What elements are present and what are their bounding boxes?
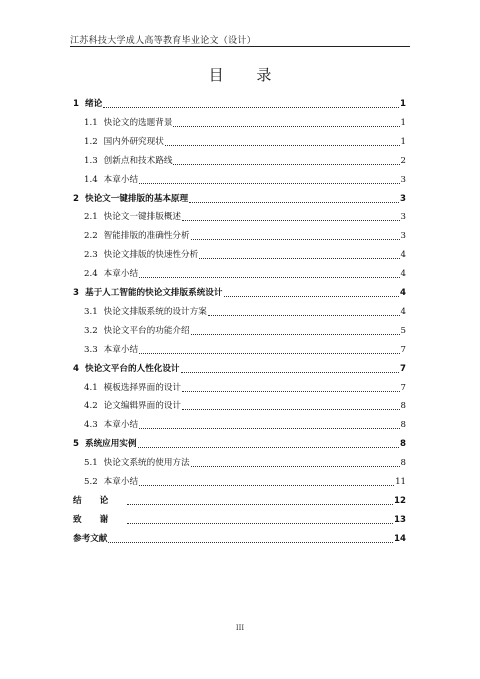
toc-entry[interactable] (73, 287, 406, 299)
toc-entry-page: 8 (400, 458, 406, 469)
dot-leader (173, 126, 399, 127)
toc-entry-label: 快论文排版的快速性分析 (103, 250, 199, 261)
toc-entry[interactable] (84, 325, 406, 337)
toc-entry-number: 1.1 (84, 117, 98, 128)
toc-entry-number: 3.3 (84, 344, 98, 355)
toc-entry-page: 14 (394, 533, 406, 544)
page-number: III (235, 624, 245, 632)
toc-entry-label: 本章小结 (103, 477, 139, 487)
toc-entry-label: 本章小结 (103, 174, 139, 185)
toc-entry-page: 4 (400, 250, 406, 261)
dot-leader (199, 258, 399, 259)
toc-entry-label: 快论文一键排版的基本原理 (84, 193, 189, 204)
toc-entry-page: 1 (400, 136, 406, 147)
toc-entry-page: 3 (400, 231, 406, 242)
toc-entry-number: 2.1 (84, 212, 98, 223)
toc-entry-number: 4 (73, 363, 79, 374)
toc-entry-label: 智能排版的准确性分析 (103, 231, 190, 242)
toc-entry-number: 4.1 (84, 382, 98, 393)
dot-leader (103, 107, 399, 108)
toc-entry-number: 1 (73, 99, 79, 109)
toc-entry-page: 8 (400, 439, 406, 450)
toc-entry[interactable] (84, 174, 406, 186)
dot-leader (224, 296, 400, 297)
toc-entry[interactable] (73, 533, 406, 545)
toc-entry-page: 13 (394, 514, 406, 525)
toc-entry-number: 2.2 (84, 231, 98, 242)
dot-leader (182, 409, 400, 410)
toc-entry-number: 5.2 (84, 477, 98, 487)
toc-entry-label: 致谢 (73, 514, 127, 525)
toc-entry-page: 3 (400, 193, 406, 204)
toc-entry-label: 模板选择界面的设计 (103, 382, 182, 393)
toc-entry-page: 4 (400, 306, 406, 317)
dot-leader (127, 523, 393, 524)
dot-leader (139, 428, 399, 429)
toc-entry-page: 8 (400, 420, 406, 431)
toc-entry[interactable] (73, 193, 406, 205)
toc-entry[interactable] (84, 400, 406, 412)
toc-entry-number: 3 (73, 288, 79, 298)
toc-title: 目 录 (208, 66, 286, 84)
header-rule (70, 46, 410, 47)
toc-entry-label: 本章小结 (103, 269, 139, 280)
toc-entry-page: 4 (400, 269, 406, 280)
toc-entry-label: 快论文排版系统的设计方案 (103, 306, 207, 317)
toc-entry-page: 7 (400, 344, 406, 355)
toc-entry-number: 1.2 (84, 136, 98, 147)
running-header: 江苏科技大学成人高等教育毕业论文（设计） (70, 36, 257, 46)
toc-entry-label: 本章小结 (103, 344, 139, 355)
dot-leader (139, 485, 394, 486)
toc-entry-number: 1.4 (84, 174, 98, 185)
toc-entry[interactable] (84, 344, 406, 356)
dot-leader (165, 145, 400, 146)
toc-entry[interactable] (73, 514, 406, 526)
toc-entry[interactable] (84, 211, 406, 223)
toc-entry-page: 1 (400, 99, 406, 109)
dot-leader (208, 315, 400, 316)
dot-leader (139, 183, 399, 184)
toc-entry-label: 系统应用实例 (84, 439, 137, 450)
toc-entry-label: 创新点和技术路线 (103, 155, 173, 166)
toc-entry[interactable] (84, 249, 406, 261)
toc-entry-label: 快论文系统的使用方法 (103, 458, 190, 469)
dot-leader (139, 277, 399, 278)
toc-entry-page: 5 (400, 325, 406, 336)
toc-entry-number: 5.1 (84, 458, 98, 469)
toc-entry-label: 快论文一键排版概述 (103, 212, 182, 223)
toc-entry-page: 8 (400, 401, 406, 412)
dot-leader (191, 239, 400, 240)
dot-leader (182, 220, 400, 221)
toc-entry-page: 3 (400, 174, 406, 185)
toc-entry-page: 12 (394, 495, 406, 506)
dot-leader (138, 447, 399, 448)
toc-entry-number: 4.3 (84, 420, 98, 431)
toc-entry[interactable] (84, 382, 406, 394)
toc-entry-label: 参考文献 (73, 533, 108, 544)
toc-entry[interactable] (84, 155, 406, 167)
toc-entry-page: 7 (400, 382, 406, 393)
toc-entry[interactable] (84, 306, 406, 318)
toc-entry-label: 基于人工智能的快论文排版系统设计 (84, 288, 223, 298)
toc-entry-label: 国内外研究现状 (103, 136, 164, 147)
toc-entry[interactable] (84, 476, 406, 488)
dot-leader (139, 353, 399, 354)
toc-entry-page: 4 (400, 288, 406, 298)
toc-entry[interactable] (84, 419, 406, 431)
toc-entry[interactable] (73, 438, 406, 450)
dot-leader (191, 334, 400, 335)
dot-leader (173, 164, 399, 165)
toc-entry[interactable] (73, 98, 406, 110)
toc-entry-label: 快论文平台的人性化设计 (84, 363, 180, 374)
dot-leader (191, 466, 400, 467)
toc-entry-label: 本章小结 (103, 420, 139, 431)
dot-leader (182, 391, 400, 392)
toc-entry[interactable] (84, 136, 406, 148)
dot-leader (127, 504, 393, 505)
toc-entry[interactable] (73, 363, 406, 375)
toc-entry[interactable] (84, 117, 406, 129)
toc-entry-label: 论文编辑界面的设计 (103, 401, 182, 412)
toc-entry[interactable] (73, 495, 406, 507)
toc-entry-number: 2.4 (84, 269, 98, 280)
toc-entry-label: 快论文的选题背景 (103, 117, 173, 128)
toc-entry-number: 2.3 (84, 250, 98, 261)
toc-entry[interactable] (84, 230, 406, 242)
dot-leader (189, 202, 399, 203)
toc-entry[interactable] (84, 268, 406, 280)
toc-entry-page: 11 (395, 477, 406, 487)
toc-entry-number: 1.3 (84, 155, 98, 166)
toc-entry-label: 结论 (73, 495, 127, 506)
toc-entry-page: 7 (400, 363, 406, 374)
toc-entry-page: 1 (400, 117, 406, 128)
toc-entry-number: 2 (73, 193, 79, 204)
toc-entry-label: 绪论 (84, 99, 103, 109)
dot-leader (108, 542, 393, 543)
toc-entry-number: 5 (73, 439, 79, 450)
toc-entry-page: 3 (400, 212, 406, 223)
toc-entry-page: 2 (400, 155, 406, 166)
toc-entry[interactable] (84, 457, 406, 469)
toc-entry-number: 4.2 (84, 401, 98, 412)
toc-entry-label: 快论文平台的功能介绍 (103, 325, 190, 336)
toc-entry-number: 3.2 (84, 325, 98, 336)
toc-entry-number: 3.1 (84, 306, 98, 317)
dot-leader (181, 372, 399, 373)
